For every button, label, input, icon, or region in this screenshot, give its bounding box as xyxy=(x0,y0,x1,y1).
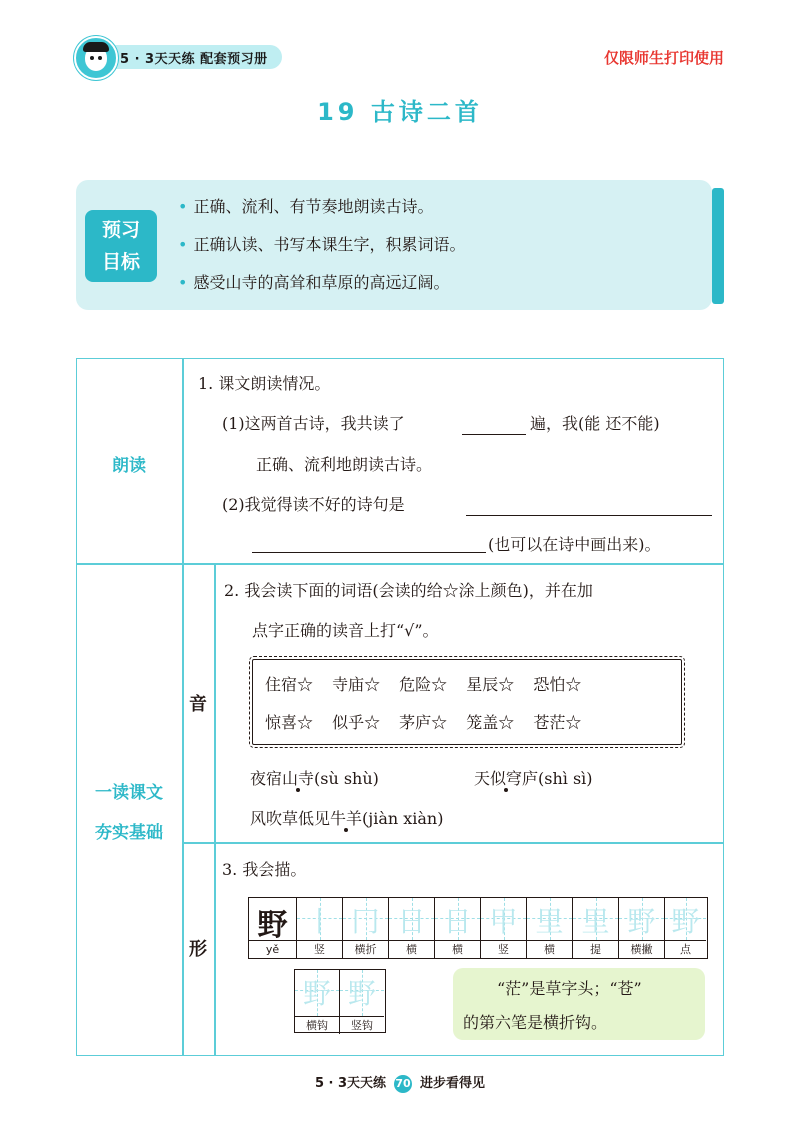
grid-cell-main xyxy=(249,898,297,943)
stroke-label: 竖 xyxy=(481,940,527,958)
q1-part1-a: (1)这两首古诗，我共读了 xyxy=(222,414,405,433)
stroke-label: 横折 xyxy=(343,940,389,958)
pinyin-label: yě xyxy=(249,940,297,958)
phrase-1[interactable]: 夜宿山寺(sù shù) xyxy=(250,769,379,788)
grid-cell[interactable]: 丨 xyxy=(297,898,343,940)
answer-blank-poem-line-2[interactable] xyxy=(252,532,486,553)
q1-part1-b: 遍，我(能 还不能) xyxy=(530,414,660,433)
stroke-label: 横 xyxy=(389,940,435,958)
q2-stem-line1: 2. 我会读下面的词语(会读的给☆涂上颜色)，并在加 xyxy=(224,581,593,600)
print-restriction: 仅限师生打印使用 xyxy=(603,49,724,67)
grid-cell[interactable]: 冂 xyxy=(343,898,389,940)
q2-stem-line2: 点字正确的读音上打“√”。 xyxy=(252,621,439,640)
section-basics-line1: 一读课文 xyxy=(95,783,163,803)
footer-series: 5 · 3天天练 xyxy=(314,1076,387,1091)
footer-slogan: 进步看得见 xyxy=(420,1076,486,1091)
table-divider xyxy=(182,842,724,844)
goal-item: • 正确、流利、有节奏地朗读古诗。 xyxy=(178,197,434,216)
q1-part2-a: (2)我觉得读不好的诗句是 xyxy=(222,495,405,514)
phrase-3[interactable]: 风吹草低见牛羊(jiàn xiàn) xyxy=(250,809,444,828)
grid-cell[interactable]: 野 xyxy=(665,898,706,940)
header-series: 5 · 3天天练 配套预习册 xyxy=(120,52,268,67)
stroke-label: 横 xyxy=(527,940,573,958)
emphasis-dot xyxy=(344,828,348,832)
bullet-icon: • xyxy=(178,273,188,292)
answer-blank-read-count[interactable] xyxy=(462,414,526,435)
bullet-icon: • xyxy=(178,235,188,254)
stroke-order-grid xyxy=(248,897,708,959)
goals-panel-edge xyxy=(712,188,724,304)
goals-badge xyxy=(85,210,157,282)
emphasis-dot xyxy=(504,788,508,792)
grid-cell[interactable]: 野 xyxy=(295,970,340,1016)
footer xyxy=(0,1072,800,1093)
section-shape: 形 xyxy=(189,939,207,960)
grid-cell[interactable]: 甲 xyxy=(481,898,527,940)
grid-cell[interactable]: 野 xyxy=(619,898,665,940)
stroke-label: 横钩 xyxy=(295,1016,340,1034)
answer-blank-poem-line[interactable] xyxy=(466,495,712,516)
phrase-2[interactable]: 天似穹庐(shì sì) xyxy=(474,769,593,788)
grid-cell[interactable]: 里 xyxy=(527,898,573,940)
q1-part1-c: 正确、流利地朗读古诗。 xyxy=(256,455,433,474)
vocab-row[interactable]: 住宿☆ 寺庙☆ 危险☆ 星辰☆ 恐怕☆ xyxy=(265,675,582,694)
lesson-title: 19 古诗二首 xyxy=(317,98,483,126)
main-character: 野 xyxy=(257,908,288,943)
bullet-icon: • xyxy=(178,197,188,216)
tip-note-line1: “茫”是草字头；“苍” xyxy=(497,979,642,998)
emphasis-dot xyxy=(296,788,300,792)
grid-cell[interactable]: 里 xyxy=(573,898,619,940)
q1-part2-b: (也可以在诗中画出来)。 xyxy=(488,535,661,554)
goal-item: • 正确认读、书写本课生字，积累词语。 xyxy=(178,235,466,254)
goals-badge-line1: 预习 xyxy=(101,219,140,241)
vocab-box xyxy=(252,659,682,745)
goals-badge-line2: 目标 xyxy=(101,251,140,273)
stroke-label: 点 xyxy=(665,940,706,958)
vocab-row[interactable]: 惊喜☆ 似乎☆ 茅庐☆ 笼盖☆ 苍茫☆ xyxy=(265,713,582,732)
stroke-order-grid-continued xyxy=(294,969,386,1033)
table-divider xyxy=(214,563,216,1056)
stroke-label: 横撇 xyxy=(619,940,665,958)
stroke-label: 竖钩 xyxy=(340,1016,384,1034)
grid-cell[interactable]: 日 xyxy=(435,898,481,940)
tip-note-line2: 的第六笔是横折钩。 xyxy=(463,1013,608,1032)
goals-list xyxy=(178,194,465,308)
section-sound: 音 xyxy=(189,694,207,715)
section-read-aloud: 朗读 xyxy=(112,456,146,476)
stroke-label: 横 xyxy=(435,940,481,958)
section-basics-line2: 夯实基础 xyxy=(95,823,163,843)
table-divider xyxy=(76,563,724,565)
mascot-icon xyxy=(74,36,118,80)
grid-cell[interactable]: 野 xyxy=(340,970,384,1016)
stroke-label: 竖 xyxy=(297,940,343,958)
goal-item: • 感受山寺的高耸和草原的高远辽阔。 xyxy=(178,273,450,292)
q3-stem: 3. 我会描。 xyxy=(222,860,307,879)
page-number: 70 xyxy=(394,1075,412,1093)
grid-cell[interactable]: 日 xyxy=(389,898,435,940)
q1-stem: 1. 课文朗读情况。 xyxy=(198,374,331,393)
tip-note xyxy=(453,968,705,1040)
stroke-label: 提 xyxy=(573,940,619,958)
